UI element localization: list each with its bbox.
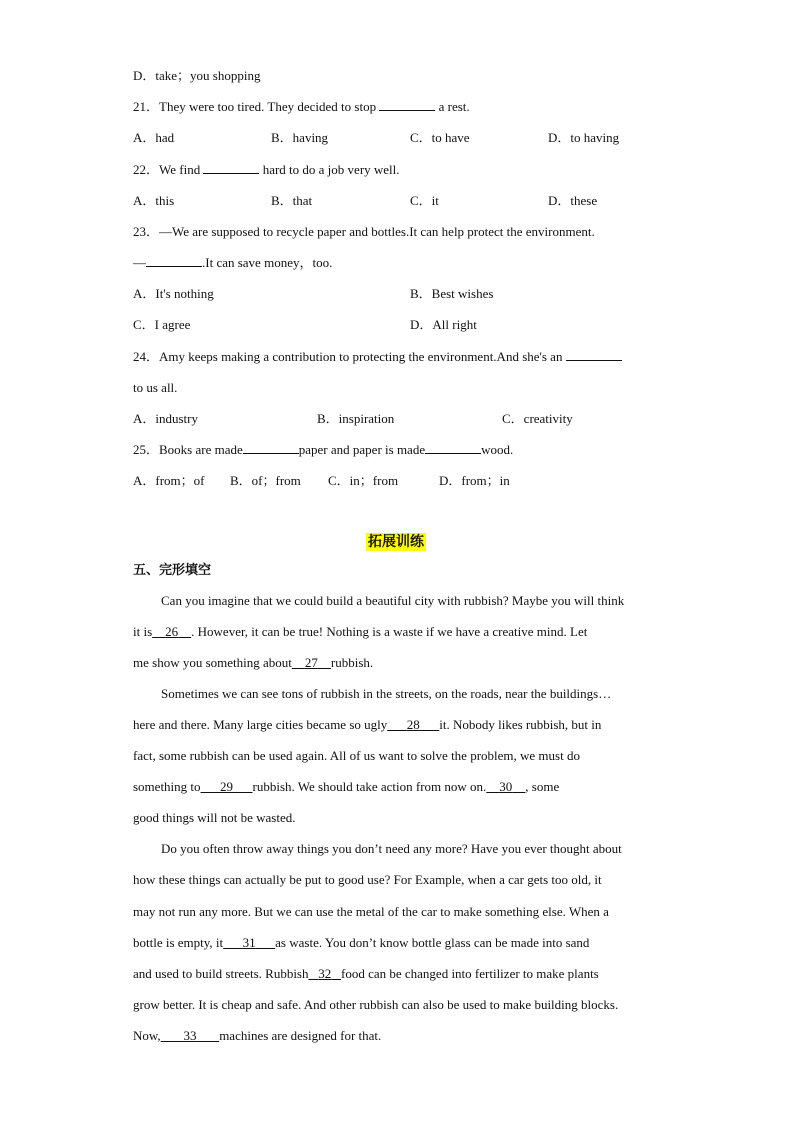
blank-33[interactable] — [161, 1028, 220, 1043]
q21-stem-b: a rest. — [435, 99, 470, 114]
q24-line1 — [133, 348, 622, 366]
passage-line: how these things can actually be put to good use? For Example, when a car gets too old, it — [133, 872, 602, 887]
text: , some — [525, 779, 560, 794]
passage-line: Sometimes we can see tons of rubbish in the streets, on the roads, near the buildings… — [161, 686, 612, 701]
text: . However, it can be true! Nothing is a waste if we have a creative mind. Let — [191, 624, 588, 639]
passage-line — [133, 716, 601, 734]
text: rubbish. — [330, 655, 374, 670]
q23-option-c[interactable]: C．I agree — [133, 317, 191, 332]
passage-line — [133, 778, 559, 796]
q24-option-b[interactable]: B．inspiration — [317, 411, 395, 426]
q23-blank[interactable] — [146, 254, 202, 267]
q22-option-d[interactable]: D．these — [548, 193, 598, 208]
text: it. Nobody likes rubbish, but in — [439, 717, 602, 732]
blank-number: 28 — [406, 717, 420, 732]
q23-dash: — — [133, 255, 146, 270]
passage-line — [133, 934, 589, 952]
q21-stem — [133, 98, 470, 116]
blank-number: 30 — [499, 779, 513, 794]
blank-28[interactable] — [387, 717, 439, 732]
q25-blank-1[interactable] — [243, 441, 299, 454]
section-title: 拓展训练 — [368, 534, 424, 550]
q22-option-c[interactable]: C．it — [410, 193, 439, 208]
passage-line: Do you often throw away things you don’t need any more? Have you ever thought about — [161, 841, 622, 856]
blank-31[interactable] — [223, 935, 275, 950]
q25-stem — [133, 441, 513, 459]
q22-blank[interactable] — [203, 161, 259, 174]
blank-32[interactable] — [309, 966, 342, 981]
passage-line — [133, 965, 599, 983]
q22-option-a[interactable]: A．this — [133, 193, 175, 208]
q25-stem-c: wood. — [481, 442, 514, 457]
text: and used to build streets. Rubbish — [133, 966, 309, 981]
q23-line2 — [133, 254, 332, 272]
passage-line: fact, some rubbish can be used again. All of us want to solve the problem, we must do — [133, 748, 580, 763]
blank-number: 27 — [304, 655, 318, 670]
passage-line: good things will not be wasted. — [133, 810, 296, 825]
q21-option-d[interactable]: D．to having — [548, 130, 620, 145]
passage-line — [133, 623, 587, 641]
q21-stem-a: 21．They were too tired. They decided to stop — [133, 99, 380, 114]
q25-option-a[interactable]: A．from；of — [133, 473, 205, 488]
passage-line: grow better. It is cheap and safe. And other rubbish can also be used to make building blocks. — [133, 997, 619, 1012]
blank-30[interactable] — [486, 779, 525, 794]
q24-option-c[interactable]: C．creativity — [502, 411, 573, 426]
blank-number: 26 — [165, 624, 179, 639]
q24-option-a[interactable]: A．industry — [133, 411, 199, 426]
section-label: 五、完形填空 — [133, 563, 212, 578]
q23-option-b[interactable]: B．Best wishes — [410, 286, 494, 301]
q25-option-c[interactable]: C．in；from — [328, 473, 399, 488]
q21-blank[interactable] — [379, 98, 435, 111]
passage-line: may not run any more. But we can use the metal of the car to make something else. When a — [133, 904, 609, 919]
q24-line2: to us all. — [133, 380, 178, 395]
q22-stem-b: hard to do a job very well. — [259, 162, 400, 177]
q23-option-d[interactable]: D．All right — [410, 317, 477, 332]
q21-option-a[interactable]: A．had — [133, 130, 175, 145]
q25-stem-a: 25．Books are made — [133, 442, 243, 457]
blank-number: 31 — [242, 935, 256, 950]
blank-27[interactable] — [292, 655, 331, 670]
q25-stem-b: paper and paper is made — [298, 442, 426, 457]
text: as waste. You don’t know bottle glass can be made into sand — [275, 935, 590, 950]
q21-option-c[interactable]: C．to have — [410, 130, 470, 145]
passage-line — [133, 654, 373, 672]
text: food can be changed into fertilizer to make plants — [341, 966, 599, 981]
q22-stem-a: 22．We find — [133, 162, 204, 177]
q23-option-a[interactable]: A．It's nothing — [133, 286, 214, 301]
passage-line — [133, 1027, 381, 1045]
q25-option-b[interactable]: B．of；from — [230, 473, 301, 488]
text: Now, — [133, 1028, 161, 1043]
q22-option-b[interactable]: B．that — [271, 193, 313, 208]
q22-stem — [133, 161, 400, 179]
blank-number: 33 — [183, 1028, 197, 1043]
text: bottle is empty, it — [133, 935, 224, 950]
text: here and there. Many large cities became so ugly — [133, 717, 388, 732]
blank-26[interactable] — [152, 624, 191, 639]
q24-stem: 24．Amy keeps making a contribution to protecting the environment.And she's an — [133, 349, 566, 364]
text: machines are designed for that. — [219, 1028, 382, 1043]
q24-blank[interactable] — [566, 348, 622, 361]
text: something to — [133, 779, 201, 794]
blank-number: 29 — [220, 779, 234, 794]
text: it is — [133, 624, 153, 639]
q23-line1: 23．—We are supposed to recycle paper and bottles.It can help protect the environment. — [133, 224, 595, 239]
q25-option-d[interactable]: D．from；in — [439, 473, 510, 488]
passage-line: Can you imagine that we could build a beautiful city with rubbish? Maybe you will think — [161, 593, 625, 608]
blank-number: 32 — [318, 966, 332, 981]
q25-blank-2[interactable] — [425, 441, 481, 454]
text: rubbish. We should take action from now on. — [252, 779, 487, 794]
text: me show you something about — [133, 655, 292, 670]
q20-option-d: D．take；you shopping — [133, 68, 261, 83]
q21-option-b[interactable]: B．having — [271, 130, 329, 145]
blank-29[interactable] — [201, 779, 253, 794]
q23-line2-b: .It can save money，too. — [202, 255, 333, 270]
